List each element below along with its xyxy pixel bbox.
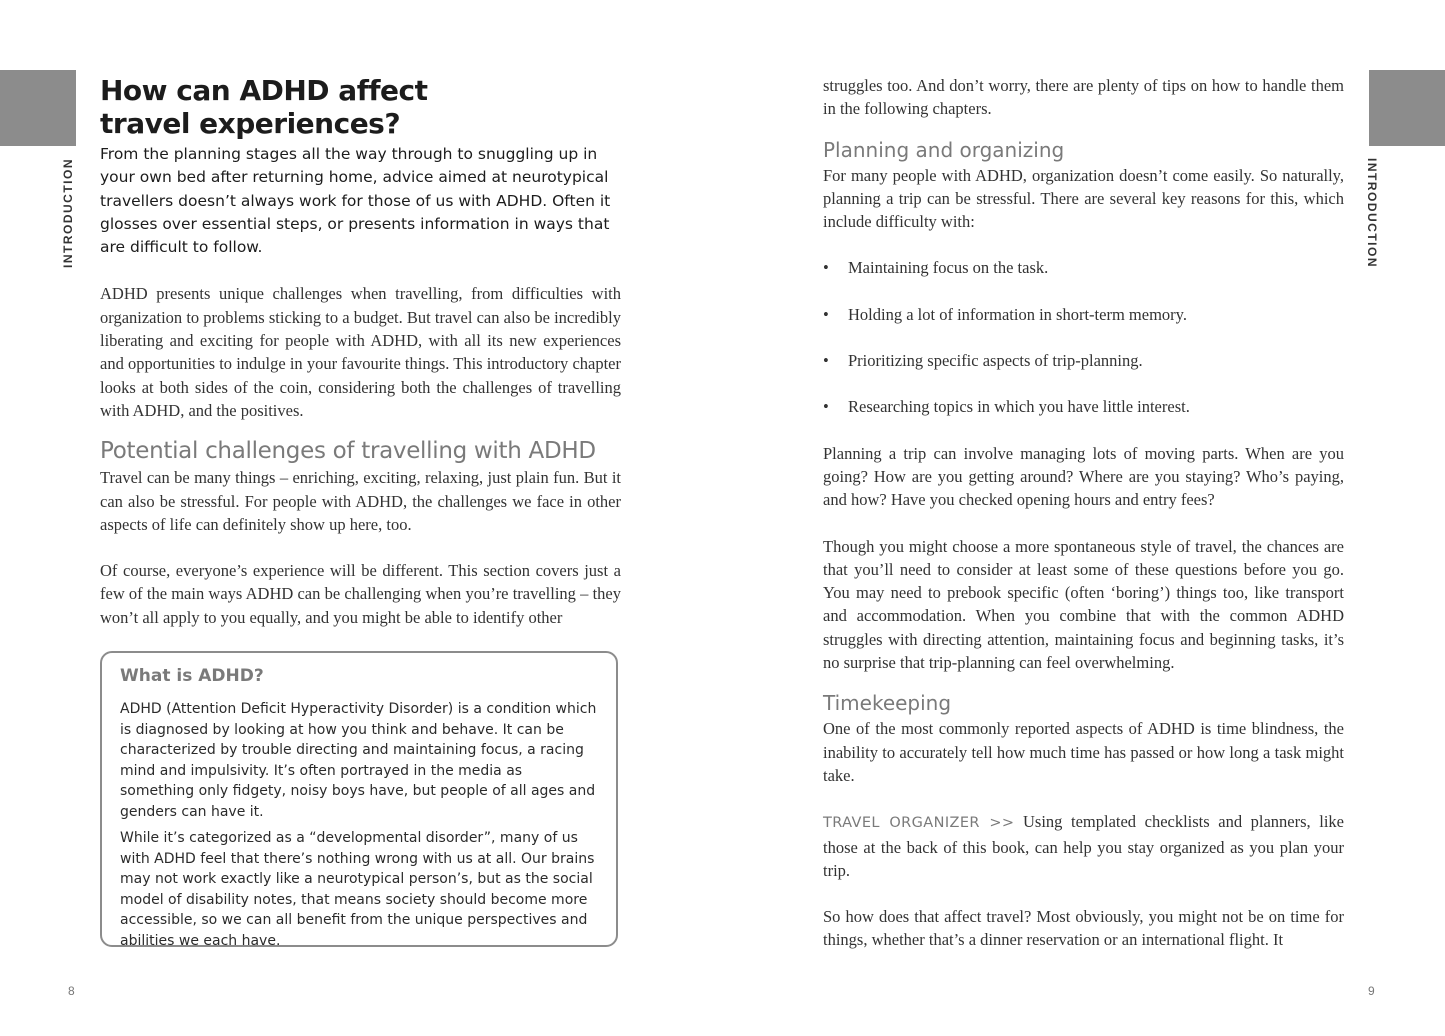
- page-number: 9: [1368, 984, 1375, 998]
- section-label: INTRODUCTION: [1365, 158, 1379, 268]
- section-label: INTRODUCTION: [61, 158, 75, 268]
- lead-paragraph: From the planning stages all the way through to snuggling up in your own bed after returning home, advice aimed at neurotypical travellers doesn’t always work for those of us with ADHD. Often it glosses over essential steps, or presents information in ways that are difficult to follow.: [100, 145, 611, 257]
- section-heading-timekeeping: Timekeeping: [823, 691, 952, 716]
- list-item: • Maintaining focus on the task.: [823, 256, 1344, 279]
- bullet-list: [823, 256, 1344, 418]
- chapter-tab-marker: [1369, 70, 1445, 146]
- left-page: [0, 0, 722, 1036]
- tip-label: TRAVEL ORGANIZER >>: [823, 815, 1015, 832]
- body-paragraph: Travel can be many things – enriching, exciting, relaxing, just plain fun. But it can also be stressful. For people with ADHD, the challenges we face in other aspects of life can definitely show up here, too.: [100, 468, 621, 534]
- section-heading: Potential challenges of travelling with ADHD: [100, 438, 596, 465]
- info-box: [100, 651, 618, 947]
- info-box-paragraph: While it’s categorized as a “developmental disorder”, many of us with ADHD feel that there’s nothing wrong with us at all. Our brains may not work exactly like a neurotypical person’s, but as the social model of disability notes, that means society should become more accessible, so we can all benefit from the unique perspectives and abilities we each have.: [120, 830, 595, 949]
- info-box-title: What is ADHD?: [120, 666, 264, 686]
- title-line-2: travel experiences?: [100, 107, 401, 140]
- body-paragraph: Planning a trip can involve managing lots of moving parts. When are you going? How are you getting around? Where are you staying? Who’s paying, and how? Have you checked opening hours and entry fees?: [823, 443, 1344, 510]
- chapter-tab-marker: [0, 70, 76, 146]
- body-paragraph: For many people with ADHD, organization doesn’t come easily. So naturally, planning a trip can be stressful. There are several key reasons for this, which include difficulty with:: [823, 165, 1344, 232]
- page-number: 8: [68, 984, 75, 998]
- tip-paragraph: [823, 810, 1344, 882]
- right-page: [722, 0, 1445, 1036]
- list-item: • Prioritizing specific aspects of trip-planning.: [823, 349, 1344, 372]
- section-heading-planning: Planning and organizing: [823, 137, 1065, 162]
- body-paragraph: Though you might choose a more spontaneous style of travel, the chances are that you’ll need to consider at least some of these questions before you go. You may need to prebook specific (often ‘boring’) things too, like transport and accommodation. When you combine that with the common ADHD struggles with directing attention, maintaining focus and beginning tasks, it’s no surprise that trip-planning can feel overwhelming.: [823, 536, 1344, 673]
- left-column: [100, 74, 621, 629]
- body-paragraph: struggles too. And don’t worry, there are plenty of tips on how to handle them in the following chapters.: [823, 76, 1344, 119]
- page-title: [100, 74, 621, 140]
- body-paragraph: One of the most commonly reported aspects of ADHD is time blindness, the inability to accurately tell how much time has passed or how long a task might take.: [823, 719, 1344, 785]
- list-item: • Holding a lot of information in short-term memory.: [823, 303, 1344, 326]
- intro-paragraph: ADHD presents unique challenges when travelling, from difficulties with organization to problems sticking to a budget. But travel can also be incredibly liberating and exciting for people with ADHD, with all its new experiences and opportunities to indulge in your favourite things. This introductory chapter looks at both sides of the coin, considering both the challenges of travelling with ADHD, and the positives.: [100, 284, 621, 420]
- body-paragraph: So how does that affect travel? Most obviously, you might not be on time for things, whether that’s a dinner reservation or an international flight. It: [823, 907, 1344, 950]
- tip-text: Using templated checklists and planners, like those at the back of this book, can help you stay organized as you plan your trip.: [823, 812, 1344, 880]
- info-box-paragraph: ADHD (Attention Deficit Hyperactivity Disorder) is a condition which is diagnosed by looking at how you think and behave. It can be characterized by trouble directing and maintaining focus, a racing mind and impulsivity. It’s often portrayed in the media as something only fidgety, noisy boys have, but people of all ages and genders can have it.: [120, 701, 597, 820]
- body-paragraph: Of course, everyone’s experience will be different. This section covers just a few of the main ways ADHD can be challenging when you’re travelling – they won’t all apply to you equally, and you might be able to identify other: [100, 561, 621, 627]
- list-item: • Researching topics in which you have little interest.: [823, 395, 1344, 418]
- right-column: [823, 74, 1344, 952]
- title-line-1: How can ADHD affect: [100, 74, 428, 107]
